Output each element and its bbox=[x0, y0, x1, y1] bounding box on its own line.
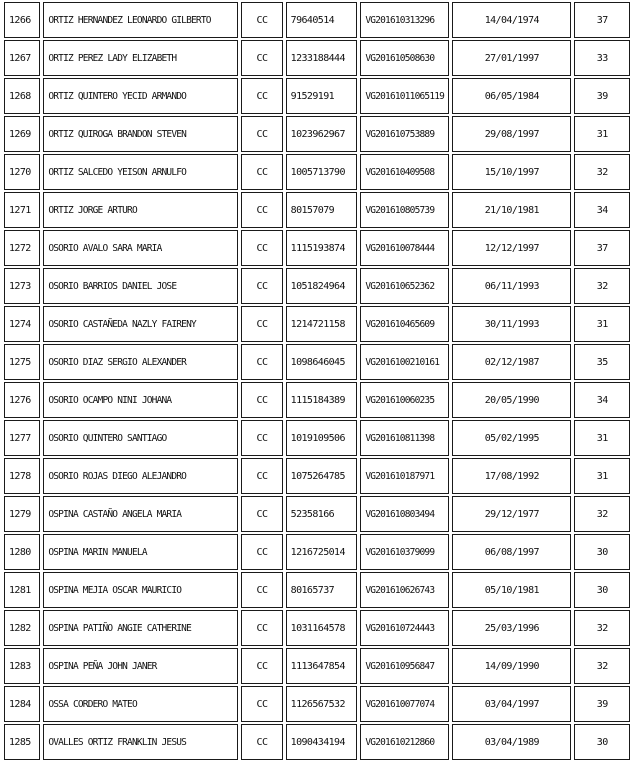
registration-code: VG201610060235 bbox=[360, 382, 449, 418]
age-value: 30 bbox=[574, 724, 630, 760]
document-number: 1005713790 bbox=[286, 154, 358, 190]
records-table bbox=[1, 0, 633, 762]
registration-code: VG201610956847 bbox=[360, 648, 449, 684]
document-type: CC bbox=[241, 724, 282, 760]
age-value: 39 bbox=[574, 78, 630, 114]
birth-date: 29/12/1977 bbox=[452, 496, 571, 532]
table-row bbox=[4, 648, 630, 684]
age-value: 30 bbox=[574, 534, 630, 570]
row-number: 1284 bbox=[4, 686, 40, 722]
row-number: 1280 bbox=[4, 534, 40, 570]
full-name: OSORIO ROJAS DIEGO ALEJANDRO bbox=[43, 458, 238, 494]
document-number: 1051824964 bbox=[286, 268, 358, 304]
document-number: 80157079 bbox=[286, 192, 358, 228]
document-type: CC bbox=[241, 572, 282, 608]
document-type: CC bbox=[241, 344, 282, 380]
age-value: 37 bbox=[574, 230, 630, 266]
document-number: 1115184389 bbox=[286, 382, 358, 418]
birth-date: 03/04/1997 bbox=[452, 686, 571, 722]
birth-date: 06/11/1993 bbox=[452, 268, 571, 304]
row-number: 1282 bbox=[4, 610, 40, 646]
document-number: 79640514 bbox=[286, 2, 358, 38]
full-name: OSPINA MARIN MANUELA bbox=[43, 534, 238, 570]
birth-date: 20/05/1990 bbox=[452, 382, 571, 418]
age-value: 30 bbox=[574, 572, 630, 608]
row-number: 1274 bbox=[4, 306, 40, 342]
table-row bbox=[4, 686, 630, 722]
document-type: CC bbox=[241, 230, 282, 266]
document-number: 1233188444 bbox=[286, 40, 358, 76]
table-row bbox=[4, 78, 630, 114]
full-name: OSORIO QUINTERO SANTIAGO bbox=[43, 420, 238, 456]
document-type: CC bbox=[241, 458, 282, 494]
birth-date: 02/12/1987 bbox=[452, 344, 571, 380]
row-number: 1270 bbox=[4, 154, 40, 190]
table-row bbox=[4, 458, 630, 494]
registration-code: VG201610805739 bbox=[360, 192, 449, 228]
birth-date: 29/08/1997 bbox=[452, 116, 571, 152]
registration-code: VG201610313296 bbox=[360, 2, 449, 38]
document-type: CC bbox=[241, 382, 282, 418]
registration-code: VG201610626743 bbox=[360, 572, 449, 608]
age-value: 33 bbox=[574, 40, 630, 76]
table-row bbox=[4, 116, 630, 152]
row-number: 1281 bbox=[4, 572, 40, 608]
registration-code: VG201610078444 bbox=[360, 230, 449, 266]
document-type: CC bbox=[241, 116, 282, 152]
row-number: 1276 bbox=[4, 382, 40, 418]
row-number: 1275 bbox=[4, 344, 40, 380]
full-name: OSORIO AVALO SARA MARIA bbox=[43, 230, 238, 266]
document-number: 1098646045 bbox=[286, 344, 358, 380]
table-row bbox=[4, 230, 630, 266]
table-row bbox=[4, 420, 630, 456]
document-type: CC bbox=[241, 154, 282, 190]
full-name: ORTIZ SALCEDO YEISON ARNULFO bbox=[43, 154, 238, 190]
row-number: 1283 bbox=[4, 648, 40, 684]
document-type: CC bbox=[241, 648, 282, 684]
birth-date: 17/08/1992 bbox=[452, 458, 571, 494]
age-value: 31 bbox=[574, 116, 630, 152]
birth-date: 05/02/1995 bbox=[452, 420, 571, 456]
document-type: CC bbox=[241, 534, 282, 570]
registration-code: VG201610724443 bbox=[360, 610, 449, 646]
registration-code: VG201610409508 bbox=[360, 154, 449, 190]
row-number: 1266 bbox=[4, 2, 40, 38]
full-name: OSORIO DIAZ SERGIO ALEXANDER bbox=[43, 344, 238, 380]
table-row bbox=[4, 2, 630, 38]
registration-code: VG201610803494 bbox=[360, 496, 449, 532]
row-number: 1271 bbox=[4, 192, 40, 228]
registration-code: VG201610465609 bbox=[360, 306, 449, 342]
full-name: OSSA CORDERO MATEO bbox=[43, 686, 238, 722]
full-name: ORTIZ QUINTERO YECID ARMANDO bbox=[43, 78, 238, 114]
full-name: OSORIO OCAMPO NINI JOHANA bbox=[43, 382, 238, 418]
document-type: CC bbox=[241, 610, 282, 646]
registration-code: VG2016100210161 bbox=[360, 344, 449, 380]
row-number: 1278 bbox=[4, 458, 40, 494]
age-value: 31 bbox=[574, 420, 630, 456]
document-number: 1113647854 bbox=[286, 648, 358, 684]
document-type: CC bbox=[241, 40, 282, 76]
document-number: 1023962967 bbox=[286, 116, 358, 152]
age-value: 32 bbox=[574, 610, 630, 646]
table-row bbox=[4, 572, 630, 608]
age-value: 32 bbox=[574, 648, 630, 684]
row-number: 1267 bbox=[4, 40, 40, 76]
registration-code: VG201610379099 bbox=[360, 534, 449, 570]
full-name: OSPINA MEJIA OSCAR MAURICIO bbox=[43, 572, 238, 608]
full-name: ORTIZ JORGE ARTURO bbox=[43, 192, 238, 228]
table-row bbox=[4, 344, 630, 380]
document-type: CC bbox=[241, 496, 282, 532]
age-value: 39 bbox=[574, 686, 630, 722]
document-number: 1126567532 bbox=[286, 686, 358, 722]
document-type: CC bbox=[241, 420, 282, 456]
age-value: 31 bbox=[574, 458, 630, 494]
document-number: 1075264785 bbox=[286, 458, 358, 494]
table-row bbox=[4, 724, 630, 760]
table-row bbox=[4, 496, 630, 532]
birth-date: 14/04/1974 bbox=[452, 2, 571, 38]
row-number: 1277 bbox=[4, 420, 40, 456]
age-value: 32 bbox=[574, 496, 630, 532]
birth-date: 15/10/1997 bbox=[452, 154, 571, 190]
birth-date: 06/05/1984 bbox=[452, 78, 571, 114]
full-name: OSORIO CASTAÑEDA NAZLY FAIRENY bbox=[43, 306, 238, 342]
document-number: 1214721158 bbox=[286, 306, 358, 342]
document-number: 1216725014 bbox=[286, 534, 358, 570]
birth-date: 06/08/1997 bbox=[452, 534, 571, 570]
document-type: CC bbox=[241, 78, 282, 114]
full-name: OSPINA PEÑA JOHN JANER bbox=[43, 648, 238, 684]
birth-date: 05/10/1981 bbox=[452, 572, 571, 608]
table-body bbox=[4, 2, 630, 760]
document-type: CC bbox=[241, 2, 282, 38]
document-number: 91529191 bbox=[286, 78, 358, 114]
age-value: 34 bbox=[574, 382, 630, 418]
age-value: 32 bbox=[574, 154, 630, 190]
age-value: 32 bbox=[574, 268, 630, 304]
age-value: 35 bbox=[574, 344, 630, 380]
document-number: 1090434194 bbox=[286, 724, 358, 760]
table-row bbox=[4, 268, 630, 304]
document-number: 1031164578 bbox=[286, 610, 358, 646]
full-name: OSPINA PATIÑO ANGIE CATHERINE bbox=[43, 610, 238, 646]
document-number: 80165737 bbox=[286, 572, 358, 608]
document-number: 52358166 bbox=[286, 496, 358, 532]
full-name: ORTIZ QUIROGA BRANDON STEVEN bbox=[43, 116, 238, 152]
table-row bbox=[4, 610, 630, 646]
full-name: OSORIO BARRIOS DANIEL JOSE bbox=[43, 268, 238, 304]
birth-date: 12/12/1997 bbox=[452, 230, 571, 266]
document-type: CC bbox=[241, 192, 282, 228]
document-type: CC bbox=[241, 306, 282, 342]
birth-date: 21/10/1981 bbox=[452, 192, 571, 228]
row-number: 1269 bbox=[4, 116, 40, 152]
full-name: ORTIZ PEREZ LADY ELIZABETH bbox=[43, 40, 238, 76]
registration-code: VG201610652362 bbox=[360, 268, 449, 304]
full-name: OVALLES ORTIZ FRANKLIN JESUS bbox=[43, 724, 238, 760]
table-row bbox=[4, 40, 630, 76]
birth-date: 30/11/1993 bbox=[452, 306, 571, 342]
document-number: 1019109506 bbox=[286, 420, 358, 456]
birth-date: 27/01/1997 bbox=[452, 40, 571, 76]
registration-code: VG201610077074 bbox=[360, 686, 449, 722]
registration-code: VG201610753889 bbox=[360, 116, 449, 152]
registration-code: VG201610212860 bbox=[360, 724, 449, 760]
age-value: 31 bbox=[574, 306, 630, 342]
registration-code: VG201610508630 bbox=[360, 40, 449, 76]
row-number: 1273 bbox=[4, 268, 40, 304]
age-value: 34 bbox=[574, 192, 630, 228]
document-type: CC bbox=[241, 268, 282, 304]
row-number: 1272 bbox=[4, 230, 40, 266]
document-number: 1115193874 bbox=[286, 230, 358, 266]
birth-date: 14/09/1990 bbox=[452, 648, 571, 684]
document-type: CC bbox=[241, 686, 282, 722]
birth-date: 25/03/1996 bbox=[452, 610, 571, 646]
age-value: 37 bbox=[574, 2, 630, 38]
registration-code: VG201610187971 bbox=[360, 458, 449, 494]
table-row bbox=[4, 382, 630, 418]
row-number: 1285 bbox=[4, 724, 40, 760]
table-row bbox=[4, 306, 630, 342]
registration-code: VG20161011065119 bbox=[360, 78, 449, 114]
full-name: OSPINA CASTAÑO ANGELA MARIA bbox=[43, 496, 238, 532]
registration-code: VG201610811398 bbox=[360, 420, 449, 456]
table-row bbox=[4, 534, 630, 570]
row-number: 1268 bbox=[4, 78, 40, 114]
row-number: 1279 bbox=[4, 496, 40, 532]
table-row bbox=[4, 154, 630, 190]
table-row bbox=[4, 192, 630, 228]
full-name: ORTIZ HERNANDEZ LEONARDO GILBERTO bbox=[43, 2, 238, 38]
birth-date: 03/04/1989 bbox=[452, 724, 571, 760]
